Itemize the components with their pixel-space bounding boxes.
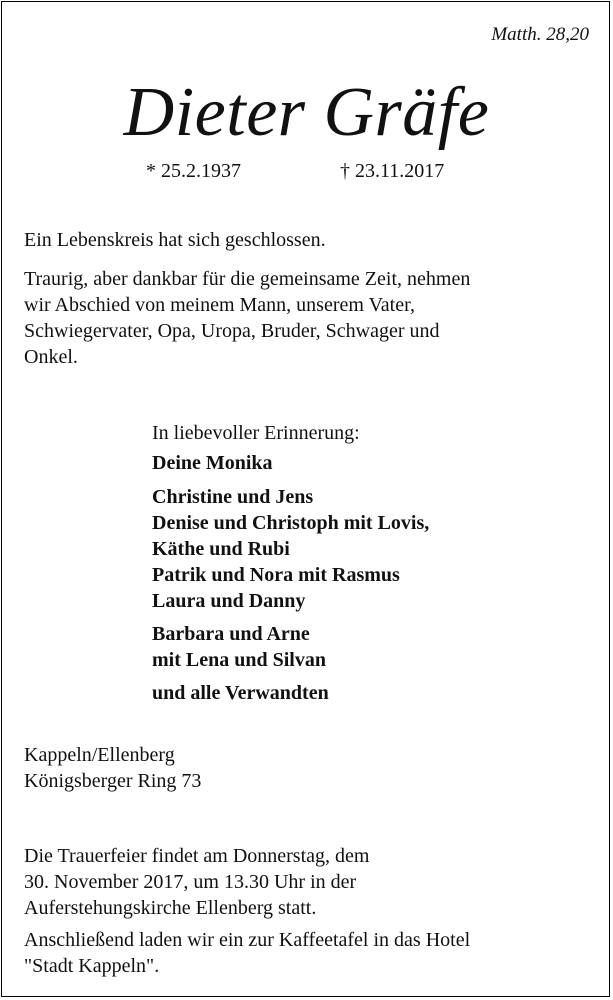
- mourner-line: Patrik und Nora mit Rasmus: [152, 564, 400, 586]
- mourners-relatives: [152, 680, 329, 706]
- intro-sentence: Ein Lebenskreis hat sich geschlossen.: [24, 229, 326, 251]
- birth-date: * 25.2.1937: [146, 160, 241, 182]
- funeral-line: Auferstehungskirche Ellenberg statt.: [24, 897, 317, 919]
- address: [24, 742, 201, 794]
- mourner-line: Christine und Jens: [152, 486, 314, 508]
- funeral-info: [24, 843, 589, 921]
- mourner-line: Deine Monika: [152, 452, 273, 474]
- paragraph-line: Schwiegervater, Opa, Uropa, Bruder, Schwager und: [24, 320, 440, 342]
- funeral-line: 30. November 2017, um 13.30 Uhr in der: [24, 871, 357, 893]
- invitation-line: "Stadt Kappeln".: [24, 955, 160, 977]
- death-date: † 23.11.2017: [340, 160, 445, 182]
- mourners-spouse: [152, 450, 273, 476]
- reception-invitation: [24, 927, 589, 979]
- bible-verse: Matth. 28,20: [491, 24, 589, 45]
- mourners-family-1: [152, 484, 429, 614]
- memory-heading: In liebevoller Erinnerung:: [152, 422, 360, 444]
- mourner-line: Käthe und Rubi: [152, 538, 290, 560]
- funeral-line: Die Trauerfeier findet am Donnerstag, dem: [24, 845, 370, 867]
- farewell-paragraph: [24, 266, 589, 370]
- mourner-line: Barbara und Arne: [152, 623, 310, 645]
- address-line: Kappeln/Ellenberg: [24, 744, 175, 766]
- mourner-line: und alle Verwandten: [152, 682, 329, 704]
- deceased-name: Dieter Gräfe: [123, 74, 490, 151]
- paragraph-line: wir Abschied von meinem Mann, unserem Vater,: [24, 294, 415, 316]
- mourners-family-2: [152, 621, 326, 673]
- address-line: Königsberger Ring 73: [24, 770, 202, 792]
- paragraph-line: Traurig, aber dankbar für die gemeinsame Zeit, nehmen: [24, 268, 471, 290]
- mourner-line: Laura und Danny: [152, 590, 306, 612]
- paragraph-line: Onkel.: [24, 346, 78, 368]
- mourner-line: Denise und Christoph mit Lovis,: [152, 512, 430, 534]
- mourner-line: mit Lena und Silvan: [152, 649, 326, 671]
- invitation-line: Anschließend laden wir ein zur Kaffeetafel in das Hotel: [24, 929, 471, 951]
